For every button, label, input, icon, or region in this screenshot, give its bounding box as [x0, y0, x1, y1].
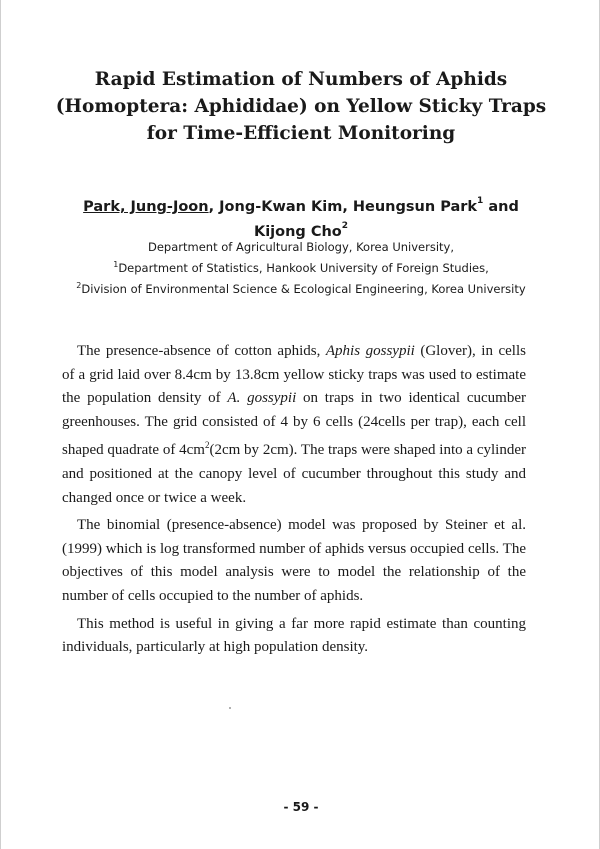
affiliation-2: Division of Environmental Science & Ecological Engineering, Korea University	[81, 281, 526, 296]
scan-speck	[229, 707, 231, 709]
species-name: Aphis gossypii	[325, 343, 415, 359]
p1-text-a: The presence-absence of cotton aphids,	[77, 343, 326, 359]
p1-text-d: (2cm by 2cm). The traps were shaped into a cylinder and positioned at the canopy level of cucumber throughout this study and changed once or twice a week.	[62, 442, 526, 506]
paragraph-2	[62, 514, 526, 608]
affiliation-1: Department of Statistics, Hankook University of Foreign Studies,	[118, 260, 489, 275]
author-list	[41, 193, 561, 243]
last-author: Kijong Cho	[253, 223, 342, 240]
title-line-1: Rapid Estimation of Numbers of Aphids	[94, 69, 508, 90]
title-line-2: (Homoptera: Aphididae) on Yellow Sticky Traps	[55, 96, 547, 117]
presenting-author: Park, Jung-Joon	[83, 198, 209, 215]
p2-text: The binomial (presence-absence) model was proposed by Steiner et al. (1999) which is log transformed number of aphids versus occupied cells. The objectives of this model analysis were to model the relationship of the number of cells occupied to the number of aphids.	[62, 517, 526, 604]
title-line-3: for Time-Efficient Monitoring	[146, 123, 456, 144]
p1-text-c: on traps in two identical cucumber greenhouses. The grid consisted of 4 by 6 cells (24cells per trap), each cell shaped quadrate of 4cm	[62, 390, 526, 459]
paper-title	[41, 66, 561, 147]
species-abbrev: A. gossypii	[227, 390, 297, 407]
paragraph-3	[62, 613, 526, 660]
affiliation-2-mark: 2	[76, 280, 82, 290]
author-and: and	[483, 198, 519, 215]
p3-text: This method is useful in giving a far more rapid estimate than counting individuals, particularly at high population density.	[62, 615, 526, 656]
p1-superscript: 2	[204, 440, 210, 451]
affiliation-0: Department of Agricultural Biology, Korea University,	[148, 240, 454, 254]
co-authors: , Jong-Kwan Kim, Heungsun Park	[208, 198, 478, 215]
affiliations	[21, 238, 581, 298]
abstract-body	[62, 340, 526, 664]
paragraph-1	[62, 340, 526, 510]
affiliation-mark-1: 1	[477, 196, 484, 206]
p1-text-b: (Glover), in cells of a grid laid over 8.4cm by 13.8cm yellow sticky traps was used to estimate the population density of	[62, 343, 526, 407]
page-number: - 59 -	[283, 800, 319, 814]
affiliation-1-mark: 1	[113, 260, 119, 269]
affiliation-mark-2: 2	[341, 220, 349, 231]
